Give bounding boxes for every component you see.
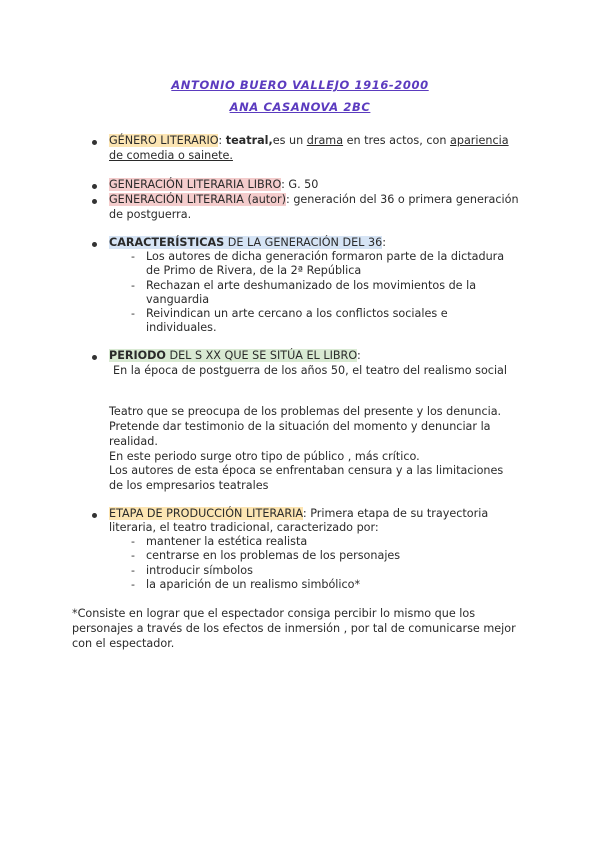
caract-item-3-line2: individuales. [146, 321, 217, 334]
footnote-line: *Consiste en lograr que el espectador consiga percibir lo mismo que los [72, 607, 476, 620]
etapa-line1: ETAPA DE PRODUCCIÓN LITERARIA: Primera etapa de su trayectoria [109, 507, 489, 520]
etapa-label: ETAPA DE PRODUCCIÓN LITERARIA [109, 507, 303, 520]
gen-autor-label: GENERACIÓN LITERARIA (autor) [109, 193, 286, 206]
dash-marker: - [131, 307, 135, 320]
etapa-item: introducir símbolos [146, 564, 253, 577]
footnote-line: con el espectador. [72, 637, 175, 650]
gen-libro-label: GENERACIÓN LITERARIA LIBRO [109, 178, 282, 191]
bullet-periodo [92, 355, 97, 360]
dash-marker: - [131, 279, 135, 292]
etapa-item: la aparición de un realismo simbólico* [146, 578, 361, 591]
dash-marker: - [131, 578, 135, 591]
gen-libro-line: GENERACIÓN LITERARIA LIBRO: G. 50 [109, 178, 319, 191]
bullet-etapa [92, 513, 97, 518]
paragraph-line: Los autores de esta época se enfrentaban censura y a las limitaciones [109, 464, 504, 477]
caracteristicas-heading: CARACTERÍSTICAS DE LA GENERACIÓN DEL 36: [109, 236, 386, 249]
genero-line2: de comedia o sainete. [109, 149, 233, 162]
paragraph-line: de los empresarios teatrales [109, 479, 269, 492]
genero-line1: GÉNERO LITERARIO: teatral,es un drama en tres actos, con apariencia [109, 134, 509, 147]
bullet-gen-autor [92, 199, 97, 204]
dash-marker: - [131, 250, 135, 263]
paragraph-line: Teatro que se preocupa de los problemas del presente y los denuncia. [109, 405, 502, 418]
periodo-text: En la época de postguerra de los años 50, el teatro del realismo social [113, 364, 508, 377]
bullet-gen-libro [92, 184, 97, 189]
etapa-line2: literaria, el teatro tradicional, caracterizado por: [109, 521, 379, 534]
gen-autor-line1: GENERACIÓN LITERARIA (autor): generación del 36 o primera generación [109, 193, 519, 206]
bullet-genero [92, 140, 97, 145]
paragraph-line: En este periodo surge otro tipo de público , más crítico. [109, 450, 420, 463]
genero-label: GÉNERO LITERARIO [109, 134, 219, 147]
etapa-item: centrarse en los problemas de los personajes [146, 549, 401, 562]
caract-item-1-line1: Los autores de dicha generación formaron parte de la dictadura [146, 250, 505, 263]
document-title: ANTONIO BUERO VALLEJO 1916-2000 [171, 78, 429, 92]
dash-marker: - [131, 535, 135, 548]
document-subtitle: ANA CASANOVA 2BC [229, 100, 371, 114]
dash-marker: - [131, 564, 135, 577]
gen-autor-line2: de postguerra. [109, 208, 192, 221]
paragraph-line: realidad. [109, 435, 158, 448]
caract-item-2-line1: Rechazan el arte deshumanizado de los movimientos de la [146, 279, 477, 292]
caract-item-1-line2: de Primo de Rivera, de la 2ª República [146, 264, 362, 277]
periodo-heading: PERIODO DEL S XX QUE SE SITÚA EL LIBRO: [109, 349, 361, 362]
caract-item-2-line2: vanguardia [146, 293, 210, 306]
footnote-line: personajes a través de los efectos de inmersión , por tal de comunicarse mejor [72, 622, 516, 635]
bullet-caracteristicas [92, 242, 97, 247]
etapa-item: mantener la estética realista [146, 535, 308, 548]
dash-marker: - [131, 549, 135, 562]
paragraph-line: Pretende dar testimonio de la situación del momento y denunciar la [109, 420, 491, 433]
caract-item-3-line1: Reivindican un arte cercano a los conflictos sociales e [146, 307, 448, 320]
